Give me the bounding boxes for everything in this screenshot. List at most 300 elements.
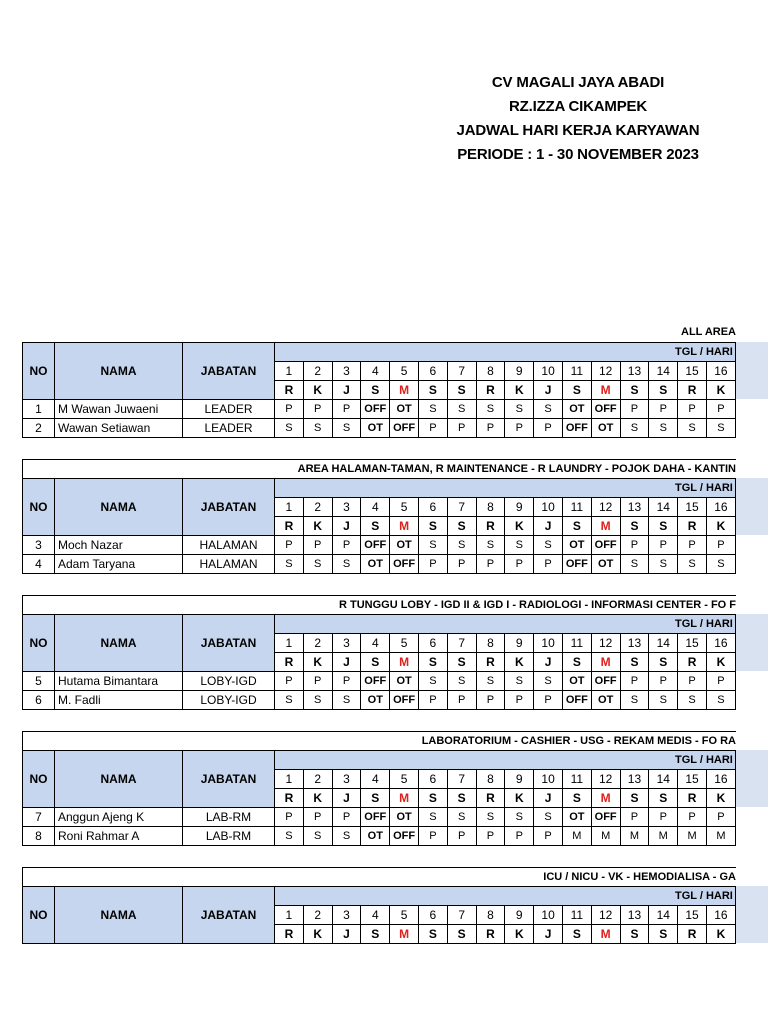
shift-cell: S — [678, 691, 707, 710]
shift-cell: OFF — [562, 555, 591, 574]
shift-cell: OFF — [591, 672, 620, 691]
day-cell: M — [390, 653, 419, 672]
shift-cell: OFF — [361, 672, 390, 691]
date-cell: 3 — [332, 498, 361, 517]
shift-cell: OT — [591, 555, 620, 574]
shift-cell: P — [706, 672, 735, 691]
shift-cell: OFF — [591, 536, 620, 555]
shift-cell: S — [649, 691, 678, 710]
employee-row — [23, 672, 736, 691]
date-cell: 13 — [620, 906, 649, 925]
date-cell: 2 — [303, 906, 332, 925]
day-cell: M — [591, 789, 620, 808]
date-cell: 1 — [275, 362, 304, 381]
day-cell: J — [332, 925, 361, 944]
col-header-jabatan: JABATAN — [183, 479, 275, 536]
date-cell: 5 — [390, 498, 419, 517]
date-cell: 16 — [706, 906, 735, 925]
employee-name: M Wawan Juwaeni — [55, 400, 183, 419]
shift-cell: P — [476, 827, 505, 846]
shift-cell: P — [505, 419, 534, 438]
col-header-jabatan: JABATAN — [183, 751, 275, 808]
date-cell: 13 — [620, 362, 649, 381]
shift-cell: OT — [390, 808, 419, 827]
col-header-jabatan: JABATAN — [183, 343, 275, 400]
date-cell: 13 — [620, 634, 649, 653]
date-cell: 9 — [505, 634, 534, 653]
day-cell: J — [332, 789, 361, 808]
row-no: 1 — [23, 400, 55, 419]
shift-cell: P — [303, 536, 332, 555]
col-header-no: NO — [23, 887, 55, 944]
day-cell: J — [332, 517, 361, 536]
shift-cell: OT — [361, 691, 390, 710]
shift-cell: P — [447, 827, 476, 846]
date-cell: 6 — [418, 906, 447, 925]
employee-row — [23, 691, 736, 710]
day-cell: J — [534, 653, 563, 672]
day-cell: K — [505, 789, 534, 808]
col-header-tgl-hari: TGL / HARI — [275, 887, 736, 906]
shift-cell: P — [476, 419, 505, 438]
employee-position: LAB-RM — [183, 827, 275, 846]
date-cell: 3 — [332, 906, 361, 925]
shift-cell: M — [562, 827, 591, 846]
col-header-nama: NAMA — [55, 615, 183, 672]
shift-cell: M — [649, 827, 678, 846]
shift-cell: OFF — [361, 400, 390, 419]
day-cell: S — [562, 517, 591, 536]
shift-cell: S — [332, 419, 361, 438]
date-cell: 10 — [534, 362, 563, 381]
day-cell: K — [303, 653, 332, 672]
day-cell: M — [591, 381, 620, 400]
row-no: 2 — [23, 419, 55, 438]
day-cell: S — [562, 381, 591, 400]
date-cell: 10 — [534, 498, 563, 517]
shift-cell: P — [303, 808, 332, 827]
shift-cell: P — [505, 827, 534, 846]
shift-cell: P — [706, 400, 735, 419]
shift-cell: S — [447, 672, 476, 691]
shift-cell: S — [678, 555, 707, 574]
shift-cell: OT — [361, 555, 390, 574]
date-cell: 6 — [418, 634, 447, 653]
date-cell: 4 — [361, 770, 390, 789]
date-cell: 14 — [649, 362, 678, 381]
day-cell: S — [649, 653, 678, 672]
employee-row — [23, 419, 736, 438]
shift-cell: P — [649, 808, 678, 827]
shift-cell: S — [620, 691, 649, 710]
day-cell: S — [620, 517, 649, 536]
day-cell: S — [418, 789, 447, 808]
shift-cell: S — [476, 672, 505, 691]
date-cell: 12 — [591, 634, 620, 653]
shift-cell: P — [534, 555, 563, 574]
document-header — [400, 71, 756, 167]
employee-position: HALAMAN — [183, 536, 275, 555]
date-cell: 9 — [505, 770, 534, 789]
day-cell: M — [390, 517, 419, 536]
employee-row — [23, 536, 736, 555]
shift-cell: OFF — [361, 536, 390, 555]
date-cell: 6 — [418, 362, 447, 381]
shift-cell: OT — [591, 419, 620, 438]
area-title: ICU / NICU - VK - HEMODIALISA - GA — [22, 867, 736, 886]
shift-cell: OT — [390, 400, 419, 419]
row-no: 6 — [23, 691, 55, 710]
employee-position: LAB-RM — [183, 808, 275, 827]
shift-cell: P — [649, 536, 678, 555]
cropped-column-fill — [736, 478, 768, 535]
date-cell: 2 — [303, 634, 332, 653]
shift-cell: S — [706, 419, 735, 438]
day-cell: J — [534, 381, 563, 400]
day-cell: M — [390, 925, 419, 944]
date-cell: 4 — [361, 362, 390, 381]
date-cell: 12 — [591, 770, 620, 789]
shift-cell: S — [275, 555, 304, 574]
date-cell: 7 — [447, 498, 476, 517]
shift-cell: S — [678, 419, 707, 438]
date-cell: 7 — [447, 906, 476, 925]
shift-cell: S — [534, 400, 563, 419]
day-cell: S — [418, 925, 447, 944]
date-cell: 15 — [678, 498, 707, 517]
shift-cell: S — [275, 691, 304, 710]
date-cell: 1 — [275, 634, 304, 653]
shift-cell: P — [678, 808, 707, 827]
date-cell: 9 — [505, 906, 534, 925]
day-cell: S — [562, 789, 591, 808]
document-title: JADWAL HARI KERJA KARYAWAN — [456, 122, 700, 139]
shift-cell: P — [534, 827, 563, 846]
date-cell: 7 — [447, 634, 476, 653]
col-header-tgl-hari: TGL / HARI — [275, 615, 736, 634]
shift-cell: S — [505, 400, 534, 419]
shift-cell: S — [303, 555, 332, 574]
shift-cell: P — [534, 419, 563, 438]
shift-cell: S — [303, 827, 332, 846]
day-cell: J — [534, 789, 563, 808]
day-cell: K — [706, 789, 735, 808]
shift-cell: S — [332, 691, 361, 710]
date-cell: 16 — [706, 498, 735, 517]
shift-cell: S — [303, 691, 332, 710]
shift-cell: OFF — [591, 808, 620, 827]
day-cell: S — [649, 925, 678, 944]
date-cell: 5 — [390, 906, 419, 925]
day-cell: K — [505, 517, 534, 536]
date-cell: 10 — [534, 906, 563, 925]
shift-cell: OT — [562, 536, 591, 555]
shift-cell: OFF — [390, 827, 419, 846]
shift-cell: OT — [562, 400, 591, 419]
shift-cell: OT — [562, 672, 591, 691]
day-cell: S — [361, 381, 390, 400]
col-header-jabatan: JABATAN — [183, 615, 275, 672]
day-cell: K — [303, 517, 332, 536]
day-cell: R — [275, 789, 304, 808]
shift-cell: S — [418, 672, 447, 691]
shift-cell: P — [447, 691, 476, 710]
employee-name: Moch Nazar — [55, 536, 183, 555]
date-cell: 16 — [706, 634, 735, 653]
day-cell: S — [649, 381, 678, 400]
shift-cell: P — [620, 536, 649, 555]
day-cell: S — [620, 381, 649, 400]
shift-cell: OFF — [562, 691, 591, 710]
date-cell: 11 — [562, 634, 591, 653]
shift-cell: P — [476, 555, 505, 574]
day-cell: S — [361, 925, 390, 944]
date-cell: 11 — [562, 770, 591, 789]
shift-cell: M — [706, 827, 735, 846]
shift-cell: S — [649, 419, 678, 438]
date-cell: 3 — [332, 362, 361, 381]
shift-cell: S — [418, 400, 447, 419]
shift-cell: S — [275, 827, 304, 846]
company-name: CV MAGALI JAYA ABADI — [491, 74, 665, 91]
day-cell: R — [678, 925, 707, 944]
cropped-column-fill — [736, 342, 768, 399]
shift-cell: S — [418, 808, 447, 827]
shift-cell: P — [418, 827, 447, 846]
shift-cell: M — [620, 827, 649, 846]
day-cell: J — [332, 381, 361, 400]
date-cell: 8 — [476, 770, 505, 789]
day-cell: S — [418, 653, 447, 672]
day-cell: R — [476, 381, 505, 400]
shift-cell: P — [706, 536, 735, 555]
day-cell: R — [678, 653, 707, 672]
day-cell: J — [332, 653, 361, 672]
date-cell: 2 — [303, 498, 332, 517]
date-cell: 8 — [476, 906, 505, 925]
date-cell: 7 — [447, 770, 476, 789]
shift-cell: OT — [390, 672, 419, 691]
shift-cell: P — [649, 400, 678, 419]
col-header-nama: NAMA — [55, 479, 183, 536]
day-cell: M — [591, 925, 620, 944]
day-cell: M — [591, 517, 620, 536]
shift-cell: P — [620, 672, 649, 691]
employee-name: Anggun Ajeng K — [55, 808, 183, 827]
shift-cell: P — [275, 808, 304, 827]
shift-cell: S — [476, 400, 505, 419]
day-cell: S — [620, 789, 649, 808]
date-cell: 15 — [678, 770, 707, 789]
col-header-no: NO — [23, 343, 55, 400]
date-cell: 4 — [361, 906, 390, 925]
day-cell: R — [476, 925, 505, 944]
shift-cell: P — [447, 555, 476, 574]
shift-cell: OT — [361, 827, 390, 846]
shift-cell: OFF — [390, 555, 419, 574]
day-cell: S — [361, 653, 390, 672]
area-title: R TUNGGU LOBY - IGD II & IGD I - RADIOLOGI - INFORMASI CENTER - FO F — [22, 595, 736, 614]
date-cell: 4 — [361, 498, 390, 517]
shift-cell: P — [418, 555, 447, 574]
shift-cell: OT — [361, 419, 390, 438]
employee-row — [23, 808, 736, 827]
shift-cell: P — [332, 808, 361, 827]
shift-cell: P — [534, 691, 563, 710]
row-no: 7 — [23, 808, 55, 827]
day-cell: K — [706, 381, 735, 400]
day-cell: S — [418, 517, 447, 536]
date-cell: 5 — [390, 634, 419, 653]
day-cell: S — [418, 381, 447, 400]
shift-cell: S — [534, 536, 563, 555]
date-cell: 13 — [620, 498, 649, 517]
col-header-tgl-hari: TGL / HARI — [275, 343, 736, 362]
date-cell: 1 — [275, 906, 304, 925]
shift-cell: P — [332, 400, 361, 419]
shift-cell: P — [678, 536, 707, 555]
shift-cell: S — [332, 827, 361, 846]
shift-cell: S — [303, 419, 332, 438]
employee-name: M. Fadli — [55, 691, 183, 710]
date-cell: 14 — [649, 770, 678, 789]
employee-row — [23, 555, 736, 574]
day-cell: S — [649, 517, 678, 536]
schedule-table — [22, 886, 736, 944]
shift-cell: P — [303, 400, 332, 419]
col-header-no: NO — [23, 751, 55, 808]
shift-cell: P — [275, 536, 304, 555]
cropped-column-fill — [736, 886, 768, 943]
day-cell: S — [620, 925, 649, 944]
schedule-table — [22, 342, 736, 438]
day-cell: J — [534, 517, 563, 536]
day-cell: K — [303, 925, 332, 944]
shift-cell: S — [476, 536, 505, 555]
date-cell: 5 — [390, 362, 419, 381]
employee-position: LEADER — [183, 419, 275, 438]
day-cell: K — [505, 381, 534, 400]
shift-cell: S — [534, 808, 563, 827]
shift-cell: P — [332, 536, 361, 555]
date-cell: 12 — [591, 906, 620, 925]
date-cell: 8 — [476, 634, 505, 653]
shift-cell: OFF — [591, 400, 620, 419]
employee-name: Roni Rahmar A — [55, 827, 183, 846]
employee-name: Adam Taryana — [55, 555, 183, 574]
shift-cell: P — [678, 400, 707, 419]
area-title: ALL AREA — [681, 326, 736, 338]
shift-cell: S — [649, 555, 678, 574]
shift-cell: OFF — [390, 419, 419, 438]
day-cell: S — [361, 789, 390, 808]
date-cell: 1 — [275, 770, 304, 789]
shift-cell: P — [476, 691, 505, 710]
shift-cell: S — [332, 555, 361, 574]
date-cell: 11 — [562, 498, 591, 517]
date-cell: 15 — [678, 362, 707, 381]
col-header-jabatan: JABATAN — [183, 887, 275, 944]
date-cell: 3 — [332, 634, 361, 653]
day-cell: S — [447, 789, 476, 808]
day-cell: R — [678, 789, 707, 808]
shift-cell: S — [706, 691, 735, 710]
col-header-nama: NAMA — [55, 751, 183, 808]
area-title: AREA HALAMAN-TAMAN, R MAINTENANCE - R LAUNDRY - POJOK DAHA - KANTIN — [22, 459, 736, 478]
day-cell: S — [447, 517, 476, 536]
branch-name: RZ.IZZA CIKAMPEK — [509, 98, 647, 115]
date-cell: 16 — [706, 362, 735, 381]
schedule-table — [22, 478, 736, 574]
col-header-nama: NAMA — [55, 343, 183, 400]
employee-name: Wawan Setiawan — [55, 419, 183, 438]
day-cell: R — [476, 517, 505, 536]
day-cell: J — [534, 925, 563, 944]
date-cell: 14 — [649, 906, 678, 925]
shift-cell: S — [505, 536, 534, 555]
date-cell: 8 — [476, 498, 505, 517]
day-cell: S — [649, 789, 678, 808]
date-cell: 9 — [505, 498, 534, 517]
day-cell: S — [562, 653, 591, 672]
date-cell: 14 — [649, 498, 678, 517]
col-header-no: NO — [23, 615, 55, 672]
day-cell: S — [562, 925, 591, 944]
date-cell: 11 — [562, 362, 591, 381]
shift-cell: S — [275, 419, 304, 438]
day-cell: M — [591, 653, 620, 672]
shift-cell: P — [505, 555, 534, 574]
shift-cell: P — [275, 400, 304, 419]
date-cell: 13 — [620, 770, 649, 789]
day-cell: R — [476, 653, 505, 672]
employee-position: LOBY-IGD — [183, 691, 275, 710]
shift-cell: M — [678, 827, 707, 846]
day-cell: S — [447, 925, 476, 944]
day-cell: S — [361, 517, 390, 536]
cropped-column-fill — [736, 750, 768, 807]
employee-position: HALAMAN — [183, 555, 275, 574]
day-cell: S — [447, 381, 476, 400]
period-label: PERIODE : 1 - 30 NOVEMBER 2023 — [457, 146, 699, 163]
shift-cell: OFF — [361, 808, 390, 827]
date-cell: 4 — [361, 634, 390, 653]
employee-position: LOBY-IGD — [183, 672, 275, 691]
shift-cell: S — [447, 400, 476, 419]
shift-cell: S — [505, 672, 534, 691]
day-cell: R — [275, 381, 304, 400]
cropped-column-fill — [736, 614, 768, 671]
shift-cell: S — [620, 555, 649, 574]
date-cell: 16 — [706, 770, 735, 789]
shift-cell: OFF — [562, 419, 591, 438]
shift-cell: P — [620, 808, 649, 827]
row-no: 3 — [23, 536, 55, 555]
date-cell: 15 — [678, 634, 707, 653]
day-cell: S — [447, 653, 476, 672]
shift-cell: P — [447, 419, 476, 438]
shift-cell: S — [476, 808, 505, 827]
row-no: 4 — [23, 555, 55, 574]
col-header-nama: NAMA — [55, 887, 183, 944]
date-cell: 10 — [534, 634, 563, 653]
shift-cell: P — [418, 419, 447, 438]
shift-cell: P — [678, 672, 707, 691]
shift-cell: OT — [562, 808, 591, 827]
date-cell: 2 — [303, 770, 332, 789]
day-cell: K — [303, 789, 332, 808]
shift-cell: P — [505, 691, 534, 710]
